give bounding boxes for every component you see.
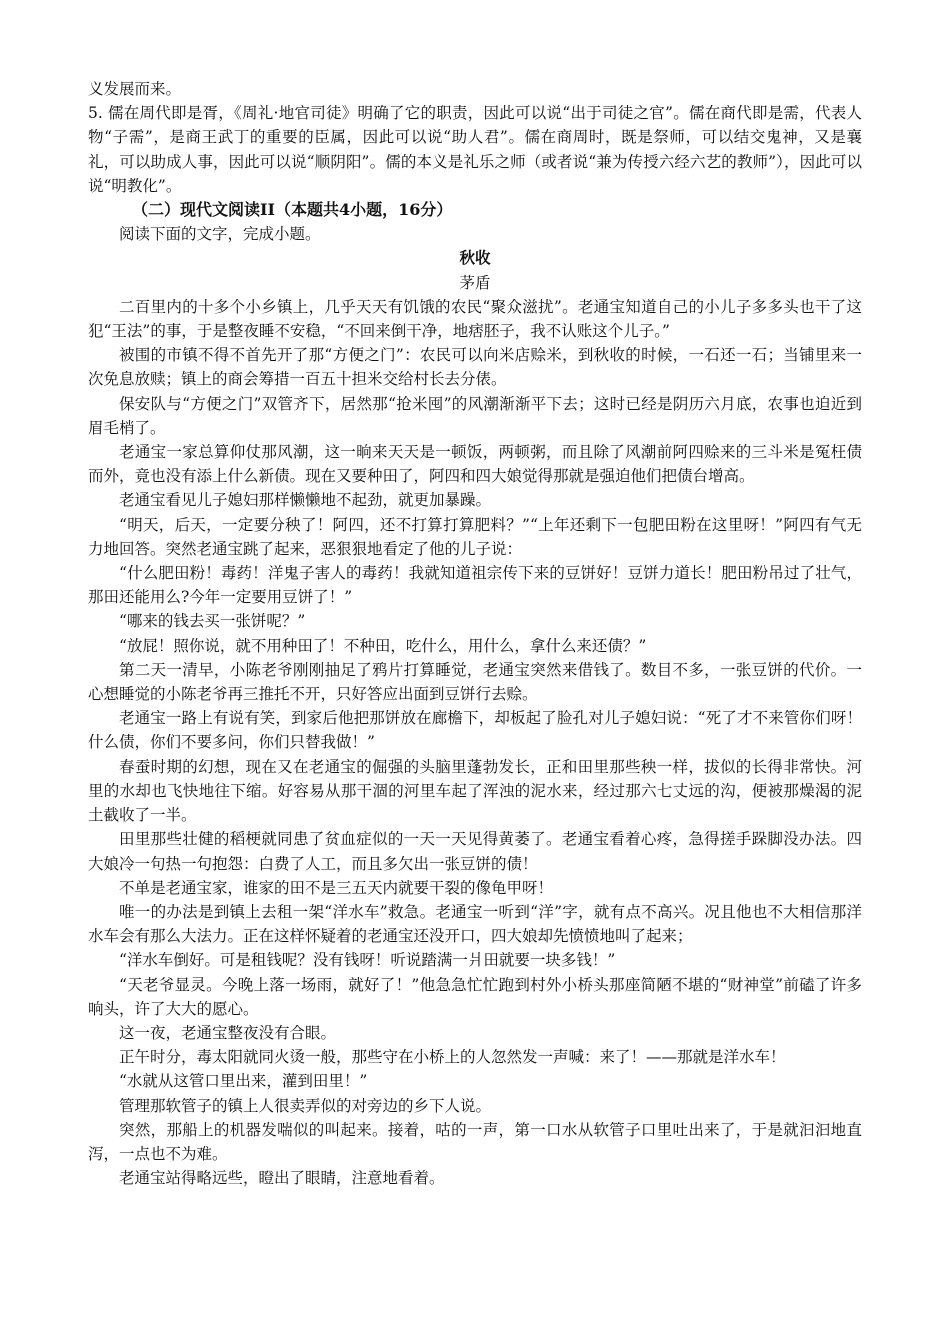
paragraph: 老通宝一家总算仰仗那风潮，这一晌来天天是一顿饭，两顿粥，而且除了风潮前阿四赊来的三斗米是冤枉债而外，竟也没有添上什么新债。现在又要种田了，阿四和四大娘觉得那就是强迫他们把债台增高。 [88, 443, 862, 486]
paragraph: “哪来的钱去买一张饼呢？” [119, 612, 306, 631]
paragraph: 田里那些壮健的稻梗就同患了贫血症似的一天一天见得黄萎了。老通宝看着心疼，急得搓手跺脚没办法。四大娘冷一句热一句抱怨：白费了人工，而且多欠出一张豆饼的债！ [88, 830, 862, 873]
section-heading: （二）现代文阅读II（本题共4小题，16分） [132, 200, 453, 220]
paragraph: “放屁！照你说，就不用种田了！不种田，吃什么，用什么，拿什么来还债？” [119, 636, 647, 655]
paragraph: 第二天一清早，小陈老爷刚刚抽足了鸦片打算睡觉，老通宝突然来借钱了。数目不多，一张豆饼的代价。一心想睡觉的小陈老爷再三推托不开，只好答应出面到豆饼行去赊。 [88, 660, 862, 704]
paragraph: 被围的市镇不得不首先开了那“方便之门”：农民可以向米店赊米，到秋收的时候，一石还一石；当铺里来一次免息放赎；镇上的商会筹措一百五十担米交给村长去分俵。 [88, 346, 862, 389]
paragraph: 老通宝一路上有说有笑，到家后他把那饼放在廊檐下，却板起了脸孔对儿子媳妇说：“死了才不来管你们呀！什么债，你们不要多问，你们只替我做！” [88, 709, 862, 752]
continued-line: 义发展而来。 [88, 80, 182, 98]
paragraph: 唯一的办法是到镇上去租一架“洋水车”救急。老通宝一听到“洋”字，就有点不高兴。况且他也不大相信那洋水车会有那么大法力。正在这样怀疑着的老通宝还没开口，四大娘却先愤愤地叫了起来； [88, 902, 862, 946]
answer-5: 5. 儒在周代即是胥，《周礼·地官司徒》明确了它的职责，因此可以说“出于司徒之官”。儒在商代即是需，代表人物“子需”，是商王武丁的重要的臣属，因此可以说“助人君”。儒在商周时，既是祭师，可以结交鬼神，又是襄礼，可以助成人事，因此可以说“顺阴阳”。儒的本义是礼乐之师（或者说“兼为传授六经六艺的教师”），因此可以说“明教化”。 [88, 104, 862, 195]
paragraph: “水就从这管口里出来，灌到田里！” [119, 1072, 368, 1091]
instruction: 阅读下面的文字，完成小题。 [119, 225, 321, 244]
paragraph: 管理那软管子的镇上人很卖弄似的对旁边的乡下人说。 [119, 1096, 492, 1115]
paragraph: 老通宝看见儿子媳妇那样懒懒地不起劲，就更加暴躁。 [119, 491, 492, 510]
paragraph: 二百里内的十多个小乡镇上，几乎天天有饥饿的农民“聚众滋扰”。老通宝知道自己的小儿子多多头也干了这犯“王法”的事，于是整夜睡不安稳，“不回来倒干净，地痞胚子，我不认账这个儿子。” [88, 297, 862, 341]
story-title: 秋收 [459, 248, 491, 268]
paragraph: 春蚕时期的幻想，现在又在老通宝的倔强的头脑里蓬勃发长，正和田里那些秧一样，拔似的长得非常快。河里的水却也飞快地往下缩。好容易从那干涸的河里车起了浑浊的泥水来，经过那六七丈远的沟，便被那燥渴的泥土截收了一半。 [88, 757, 862, 825]
paragraph: 突然，那船上的机器发喘似的叫起来。接着，咕的一声，第一口水从软管子口里吐出来了，于是就汩汩地直泻，一点也不为难。 [88, 1120, 862, 1163]
text-column [88, 77, 862, 1190]
paragraph: 这一夜，老通宝整夜没有合眼。 [119, 1023, 337, 1042]
paragraph: “洋水车倒好。可是租钱呢？没有钱呀！听说踏满一爿田就要一块多钱！” [119, 951, 616, 970]
paragraph: “明天，后天，一定要分秧了！阿四，还不打算打算肥料？”“上年还剩下一包肥田粉在这里呀！”阿四有气无力地回答。突然老通宝跳了起来，恶狠狠地看定了他的儿子说： [88, 515, 862, 558]
paragraph: “天老爷显灵。今晚上落一场雨，就好了！”他急急忙忙跑到村外小桥头那座简陋不堪的“财神堂”前磕了许多响头，许了大大的愿心。 [88, 975, 862, 1018]
paragraph: 保安队与“方便之门”双管齐下，居然那“抢米囤”的风潮渐渐平下去；这时已经是阴历六月底，农事也迫近到眉毛梢了。 [88, 394, 862, 437]
story-author: 茅盾 [459, 273, 491, 292]
paragraph: 不单是老通宝家，谁家的田不是三五天内就要干裂的像龟甲呀！ [119, 878, 554, 897]
paragraph: “什么肥田粉！毒药！洋鬼子害人的毒药！我就知道祖宗传下来的豆饼好！豆饼力道长！肥田粉吊过了壮气，那田还能用么?今年一定要用豆饼了！” [88, 564, 862, 607]
paragraph: 正午时分，毒太阳就同火烫一般，那些守在小桥上的人忽然发一声喊：来了！——那就是洋水车！ [119, 1048, 786, 1067]
paragraph: 老通宝站得略远些，瞪出了眼睛，注意地看着。 [119, 1169, 445, 1188]
